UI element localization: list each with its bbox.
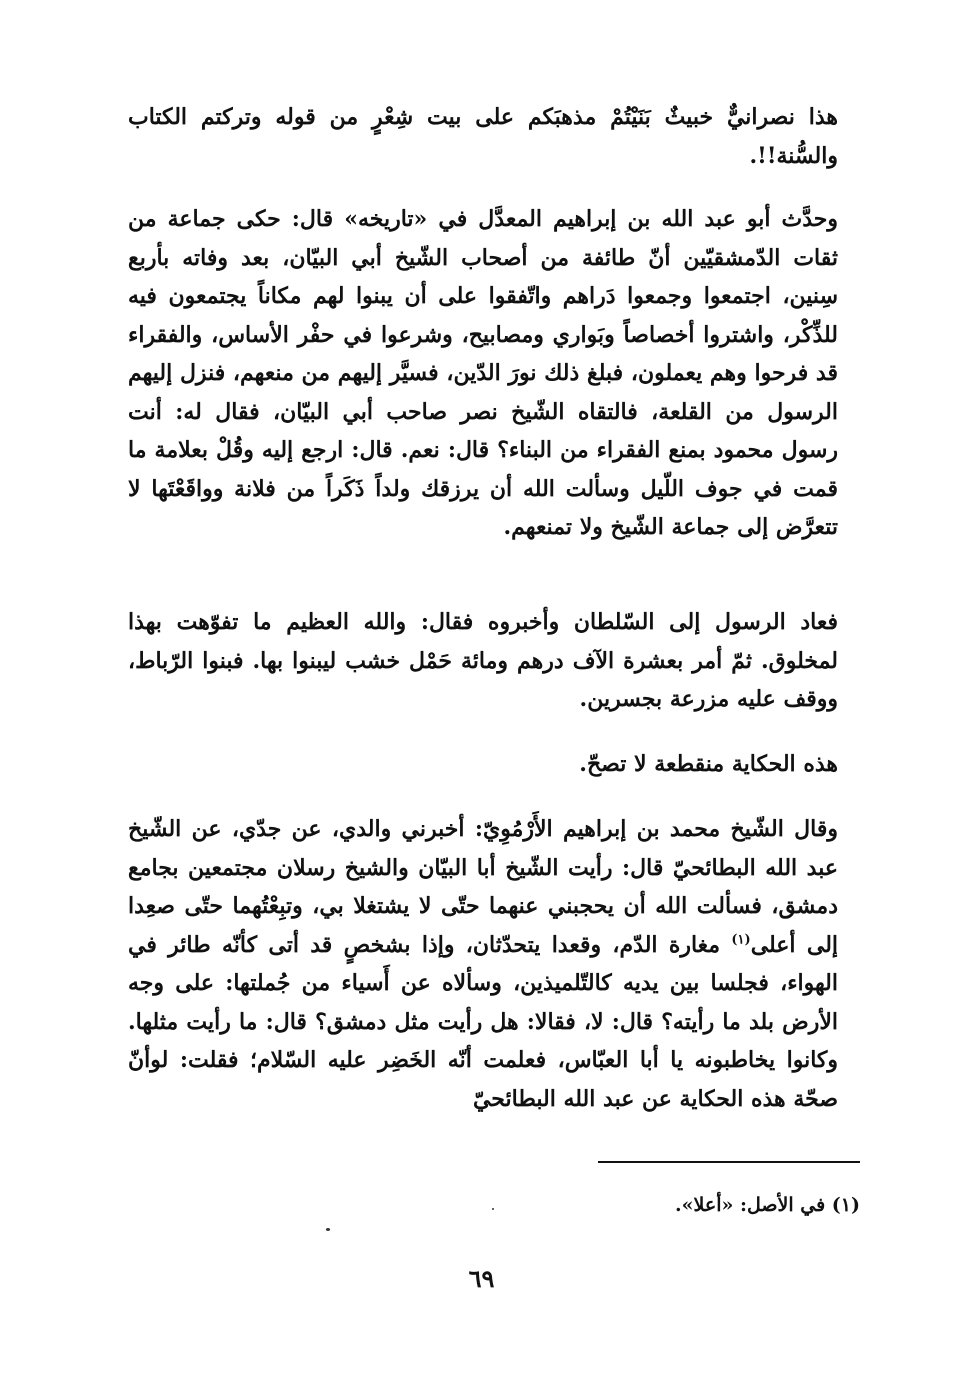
paragraph-2: [128, 200, 838, 547]
paragraph-text-part: مغارة الدّم، وقعدا يتحدّثان، وإذا بشخصٍ قد أتى كأنّه طائر في الهواء، فجلسا بين يديه كالتّلميذين، وسألاه عن أَسياء من جُملتها: على وجه الأرض بلد ما رأيته؟ قال: لا، فقالا: هل رأيت مثل دمشق؟ قال: ما رأيت مثلها. وكانوا يخاطبونه يا أبا العبّاس، فعلمت أنّه الخَضِر عليه السّلام؛ فقلت: لوأنّ صحّة هذه الحكاية عن عبد الله البطائحيّ: [128, 931, 838, 1112]
paragraph-1: [128, 98, 838, 175]
footnote: (١) في الأصل: «أعلا».: [675, 1194, 860, 1216]
page-number: ٦٩: [468, 1264, 495, 1293]
paragraph-text-part: وقال الشّيخ محمد بن إبراهيم الأَرْمُوِيّ: أخبرني والدي، عن جدّي، عن الشّيخ عبد الله البطائحيّ قال: رأيت الشّيخ أبا البيّان والشيخ رسلان مجتمعين بجامع دمشق، فسألت الله أن يحجبني عنهما حتّى لا يشتغلا بي، وتبِعْتُهما حتّى صعِدا إلى أعلى: [128, 816, 839, 958]
scan-speck: [326, 1228, 330, 1231]
scan-speck: [492, 1208, 494, 1210]
paragraph-text: هذا نصرانيٌّ خبيثٌ بَنَيْتُمْ مذهبَكم على بيت شِعْرٍ من قوله وتركتم الكتاب والسُّنة!!.: [128, 104, 838, 169]
footnote-reference: (١): [731, 932, 751, 948]
paragraph-3: [128, 603, 838, 719]
paragraph-text: [128, 810, 838, 1118]
paragraph-text: هذه الحكاية منقطعة لا تصحّ.: [579, 751, 838, 777]
footnote-separator: [598, 1161, 860, 1163]
paragraph-4: [128, 745, 838, 784]
paragraph-5: [128, 810, 838, 1118]
paragraph-text: وحدَّث أبو عبد الله بن إبراهيم المعدَّل في «تاريخه» قال: حكى جماعة من ثقات الدّمشقيّين أنّ طائفة من أصحاب الشّيخ أبي البيّان، بعد وفاته بأربع سِنين، اجتمعوا وجمعوا دَراهم واتّفقوا على أن يبنوا لهم مكاناً يجتمعون فيه للذِّكْر، واشتروا أخصاصاً وبَواري ومصابيح، وشرعوا في حفْر الأساس، والفقراء قد فرحوا وهم يعملون، فبلغ ذلك نورَ الدّين، فسيَّر إليهم من منعهم، فنزل إليهم الرسول من القلعة، فالتقاه الشّيخ نصر صاحب أبي البيّان، فقال له: أنت رسول محمود بمنع الفقراء من البناء؟ قال: نعم. قال: ارجع إليه وقُلْ بعلامة ما قمت في جوف اللّيل وسألت الله أن يرزقك ولداً ذَكَراً من فلانة وواقَعْتَها لا تتعرَّض إلى جماعة الشّيخ ولا تمنعهم.: [128, 206, 838, 540]
paragraph-text: فعاد الرسول إلى السّلطان وأخبروه فقال: والله العظيم ما تفوّهت بهذا لمخلوق. ثمّ أمر بعشرة الآف درهم ومائة حَمْل خشب ليبنوا بها. فبنوا الرّباط، ووقف عليه مزرعة بجسرين.: [128, 609, 838, 712]
